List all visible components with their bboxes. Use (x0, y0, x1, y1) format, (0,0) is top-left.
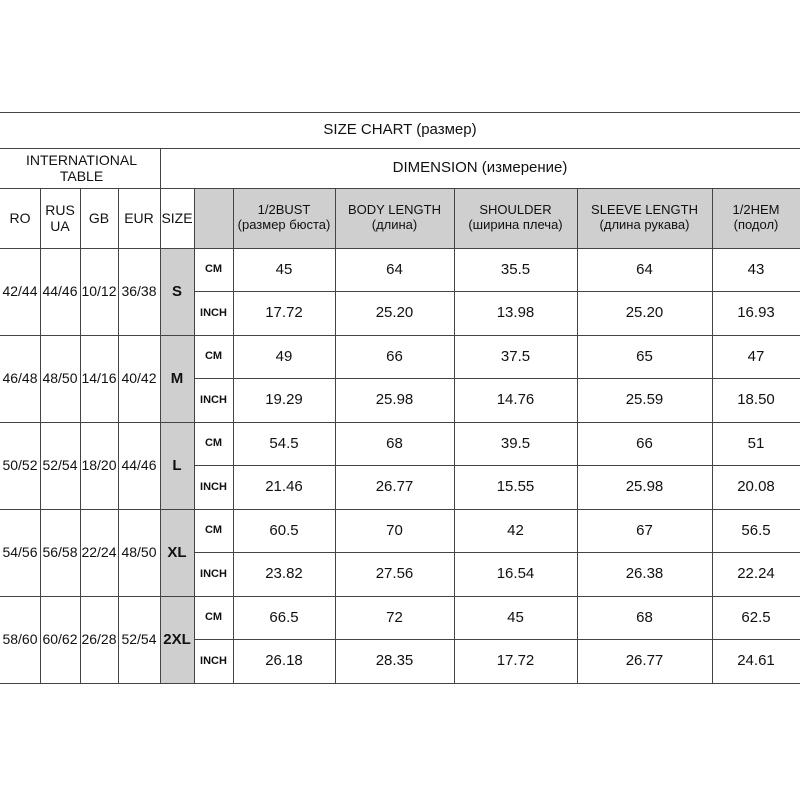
header-gb: GB (88, 209, 110, 226)
grid-line (194, 291, 800, 292)
size-gb-value: 22/24 (81, 544, 117, 561)
measurement-inch-value: 20.08 (737, 478, 775, 496)
measurement-inch-value: 25.20 (625, 304, 664, 322)
size-label: XL (167, 543, 187, 561)
measurement-cm-value: 64 (636, 260, 653, 278)
measurement-inch-value: 27.56 (375, 565, 414, 583)
size-ro-value: 42/44 (2, 283, 38, 300)
measurement-cm-value: 67 (636, 521, 653, 539)
size-ro-value: 58/60 (2, 631, 38, 648)
measurement-cm-value: 56.5 (741, 521, 771, 539)
measurement-cm-value: 45 (507, 608, 524, 626)
grid-line (0, 335, 800, 336)
grid-line (40, 188, 41, 683)
measurement-inch-value: 25.59 (625, 391, 664, 409)
measurement-cm-value: 62.5 (741, 608, 771, 626)
size-ro-value: 54/56 (2, 544, 38, 561)
measurement-cm-value: 51 (747, 434, 765, 452)
unit-cm-label: CM (204, 350, 223, 363)
header-hem: 1/2HEM (подол) (732, 202, 780, 232)
grid-line (0, 112, 800, 113)
size-eur-value: 48/50 (121, 544, 157, 561)
size-rus-ua-value: 52/54 (42, 457, 78, 474)
measurement-cm-value: 72 (386, 608, 403, 626)
header-size: SIZE (161, 209, 193, 226)
size-rus-ua-value: 48/50 (42, 370, 78, 387)
size-label: L (172, 456, 182, 474)
measurement-cm-value: 68 (386, 434, 403, 452)
size-eur-value: 44/46 (121, 457, 157, 474)
measurement-inch-value: 19.29 (265, 391, 303, 409)
measurement-inch-value: 16.93 (737, 304, 775, 322)
size-label: M (170, 369, 184, 387)
grid-line (194, 552, 800, 553)
header-sleeve-length: SLEEVE LENGTH (длина рукава) (591, 202, 698, 232)
size-eur-value: 36/38 (121, 283, 157, 300)
measurement-inch-value: 18.50 (737, 391, 775, 409)
grid-line (0, 188, 800, 189)
grid-line (194, 378, 800, 379)
international-table-label: INTERNATIONAL TABLE (26, 151, 137, 184)
measurement-inch-value: 26.77 (375, 478, 414, 496)
measurement-inch-value: 26.38 (625, 565, 664, 583)
measurement-inch-value: 17.72 (496, 652, 535, 670)
measurement-inch-value: 24.61 (737, 652, 775, 670)
size-rus-ua-value: 56/58 (42, 544, 78, 561)
measurement-cm-value: 54.5 (269, 434, 299, 452)
unit-inch-label: INCH (200, 567, 227, 580)
measurement-inch-value: 13.98 (496, 304, 535, 322)
measurement-cm-value: 68 (636, 608, 653, 626)
measurement-inch-value: 14.76 (496, 391, 535, 409)
unit-cm-label: CM (204, 524, 223, 537)
measurement-inch-value: 15.55 (496, 478, 535, 496)
unit-inch-label: INCH (200, 306, 227, 319)
measurement-cm-value: 66 (386, 347, 403, 365)
grid-line (194, 639, 800, 640)
header-shoulder: SHOULDER (ширина плеча) (468, 202, 563, 232)
grid-line (0, 596, 800, 597)
grid-line (454, 188, 455, 683)
size-rus-ua-value: 60/62 (42, 631, 78, 648)
measurement-cm-value: 43 (747, 260, 765, 278)
measurement-cm-value: 39.5 (500, 434, 531, 452)
measurement-cm-value: 66.5 (269, 608, 299, 626)
measurement-inch-value: 22.24 (737, 565, 775, 583)
size-gb-value: 14/16 (81, 370, 117, 387)
size-ro-value: 46/48 (2, 370, 38, 387)
measurement-cm-value: 66 (636, 434, 653, 452)
grid-line (712, 188, 713, 683)
grid-line (335, 188, 336, 683)
measurement-cm-value: 47 (747, 347, 765, 365)
unit-cm-label: CM (204, 611, 223, 624)
grid-line (118, 188, 119, 683)
measurement-cm-value: 37.5 (500, 347, 531, 365)
measurement-cm-value: 42 (507, 521, 524, 539)
size-eur-value: 40/42 (121, 370, 157, 387)
size-ro-value: 50/52 (2, 457, 38, 474)
size-gb-value: 26/28 (81, 631, 117, 648)
size-rus-ua-value: 44/46 (42, 283, 78, 300)
size-label: 2XL (163, 630, 191, 648)
measurement-cm-value: 60.5 (269, 521, 299, 539)
size-gb-value: 18/20 (81, 457, 117, 474)
unit-inch-label: INCH (200, 480, 227, 493)
measurement-inch-value: 23.82 (265, 565, 303, 583)
unit-cm-label: CM (204, 263, 223, 276)
grid-line (0, 248, 800, 249)
measurement-cm-value: 35.5 (500, 260, 531, 278)
measurement-cm-value: 70 (386, 521, 403, 539)
measurement-cm-value: 49 (275, 347, 293, 365)
measurement-inch-value: 26.77 (625, 652, 664, 670)
measurement-cm-value: 45 (275, 260, 293, 278)
chart-title: SIZE CHART (размер) (323, 121, 477, 139)
measurement-inch-value: 16.54 (496, 565, 535, 583)
measurement-inch-value: 28.35 (375, 652, 414, 670)
size-eur-value: 52/54 (121, 631, 157, 648)
grid-line (0, 148, 800, 149)
measurement-inch-value: 25.98 (375, 391, 414, 409)
grid-line (80, 188, 81, 683)
grid-line (160, 148, 161, 683)
grid-line (577, 188, 578, 683)
measurement-inch-value: 25.98 (625, 478, 664, 496)
grid-line (233, 188, 234, 683)
header-eur: EUR (124, 209, 154, 226)
measurement-inch-value: 17.72 (265, 304, 303, 322)
header-bust: 1/2BUST (размер бюста) (237, 202, 331, 232)
measurement-inch-value: 25.20 (375, 304, 414, 322)
unit-cm-label: CM (204, 437, 223, 450)
size-label: S (171, 282, 182, 300)
grid-line (0, 422, 800, 423)
size-gb-value: 10/12 (81, 283, 117, 300)
grid-line (194, 465, 800, 466)
size-chart-table (0, 112, 800, 684)
measurement-cm-value: 64 (386, 260, 403, 278)
unit-inch-label: INCH (200, 654, 227, 667)
header-ro: RO (9, 209, 31, 226)
grid-line (0, 683, 800, 684)
measurement-cm-value: 65 (636, 347, 653, 365)
measurement-inch-value: 26.18 (265, 652, 303, 670)
header-rus-ua: RUS UA (45, 201, 75, 234)
dimension-label: DIMENSION (измерение) (392, 159, 568, 177)
grid-line (194, 188, 195, 683)
unit-inch-label: INCH (200, 393, 227, 406)
grid-line (0, 509, 800, 510)
measurement-inch-value: 21.46 (265, 478, 303, 496)
header-body-length: BODY LENGTH (длина) (348, 202, 441, 232)
